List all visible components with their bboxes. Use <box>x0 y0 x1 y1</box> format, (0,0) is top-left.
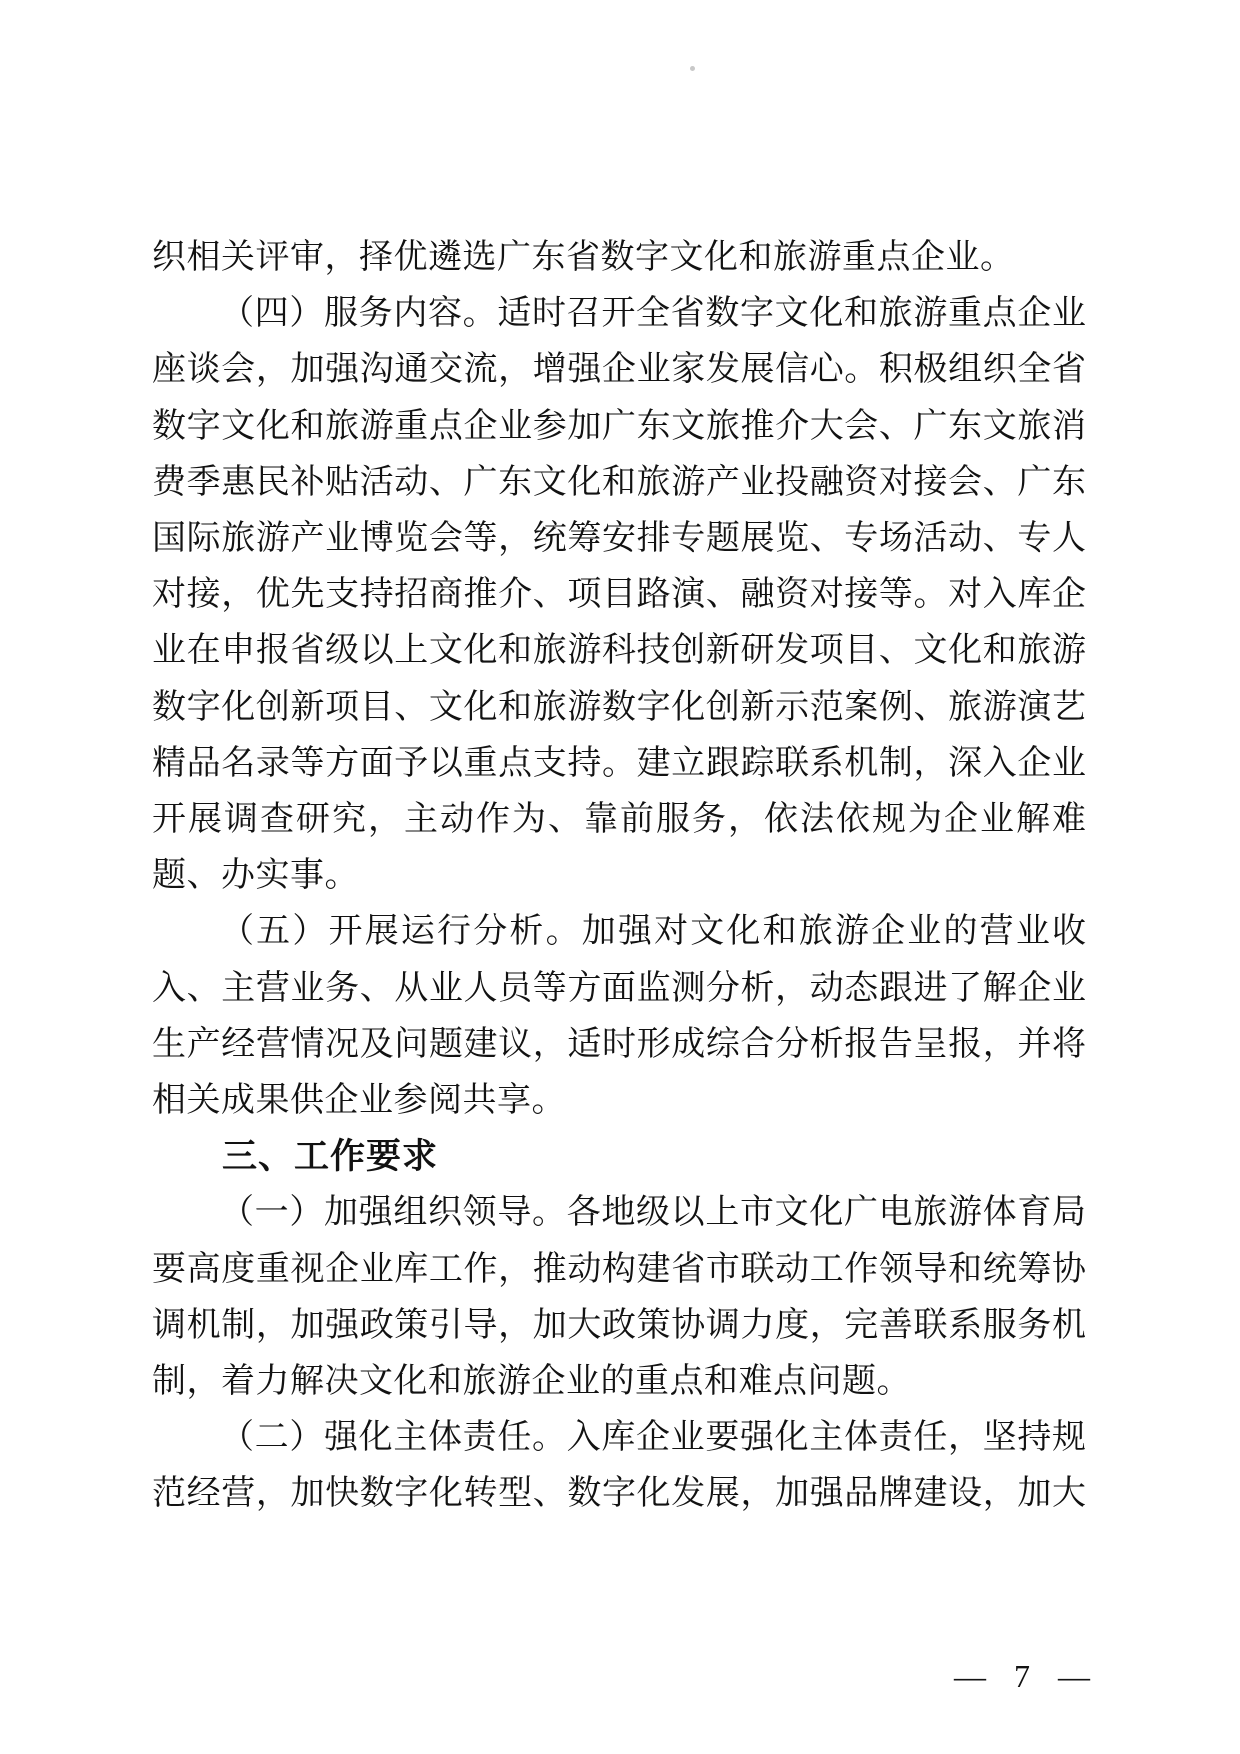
body-line: 数字文化和旅游重点企业参加广东文旅推介大会、广东文旅消 <box>152 407 1086 445</box>
body-line: 题、办实事。 <box>152 857 359 895</box>
body-line: 费季惠民补贴活动、广东文化和旅游产业投融资对接会、广东 <box>152 463 1086 501</box>
body-line: 织相关评审，择优遴选广东省数字文化和旅游重点企业。 <box>152 239 1015 276</box>
body-line: （四）服务内容。适时召开全省数字文化和旅游重点企业 <box>220 295 1086 333</box>
document-body <box>152 230 1086 1523</box>
body-line: 要高度重视企业库工作，推动构建省市联动工作领导和统筹协 <box>152 1250 1086 1288</box>
section-heading: 三、工作要求 <box>222 1137 439 1177</box>
body-line: （一）加强组织领导。各地级以上市文化广电旅游体育局 <box>220 1194 1086 1232</box>
body-line: 相关成果供企业参阅共享。 <box>152 1082 566 1120</box>
body-line: 范经营，加快数字化转型、数字化发展，加强品牌建设，加大 <box>152 1475 1086 1513</box>
body-line: 制，着力解决文化和旅游企业的重点和难点问题。 <box>152 1363 911 1401</box>
body-line: （二）强化主体责任。入库企业要强化主体责任，坚持规 <box>220 1419 1086 1457</box>
body-line: 精品名录等方面予以重点支持。建立跟踪联系机制，深入企业 <box>152 744 1086 782</box>
body-line: 业在申报省级以上文化和旅游科技创新研发项目、文化和旅游 <box>152 632 1086 670</box>
body-line: 生产经营情况及问题建议，适时形成综合分析报告呈报，并将 <box>152 1025 1086 1063</box>
body-line: 国际旅游产业博览会等，统筹安排专题展览、专场活动、专人 <box>152 520 1086 558</box>
page-number: — 7 — <box>954 1658 1100 1694</box>
body-line: 对接，优先支持招商推介、项目路演、融资对接等。对入库企 <box>152 576 1086 614</box>
page-footer <box>954 1658 1100 1695</box>
body-line: 开展调查研究，主动作为、靠前服务，依法依规为企业解难 <box>152 801 1086 839</box>
body-line: 调机制，加强政策引导，加大政策协调力度，完善联系服务机 <box>152 1306 1086 1344</box>
scan-speckle-dot <box>690 66 695 71</box>
body-line: 座谈会，加强沟通交流，增强企业家发展信心。积极组织全省 <box>152 351 1086 389</box>
body-line: 数字化创新项目、文化和旅游数字化创新示范案例、旅游演艺 <box>152 688 1086 726</box>
body-line: 入、主营业务、从业人员等方面监测分析，动态跟进了解企业 <box>152 969 1086 1007</box>
body-line: （五）开展运行分析。加强对文化和旅游企业的营业收 <box>220 913 1086 951</box>
